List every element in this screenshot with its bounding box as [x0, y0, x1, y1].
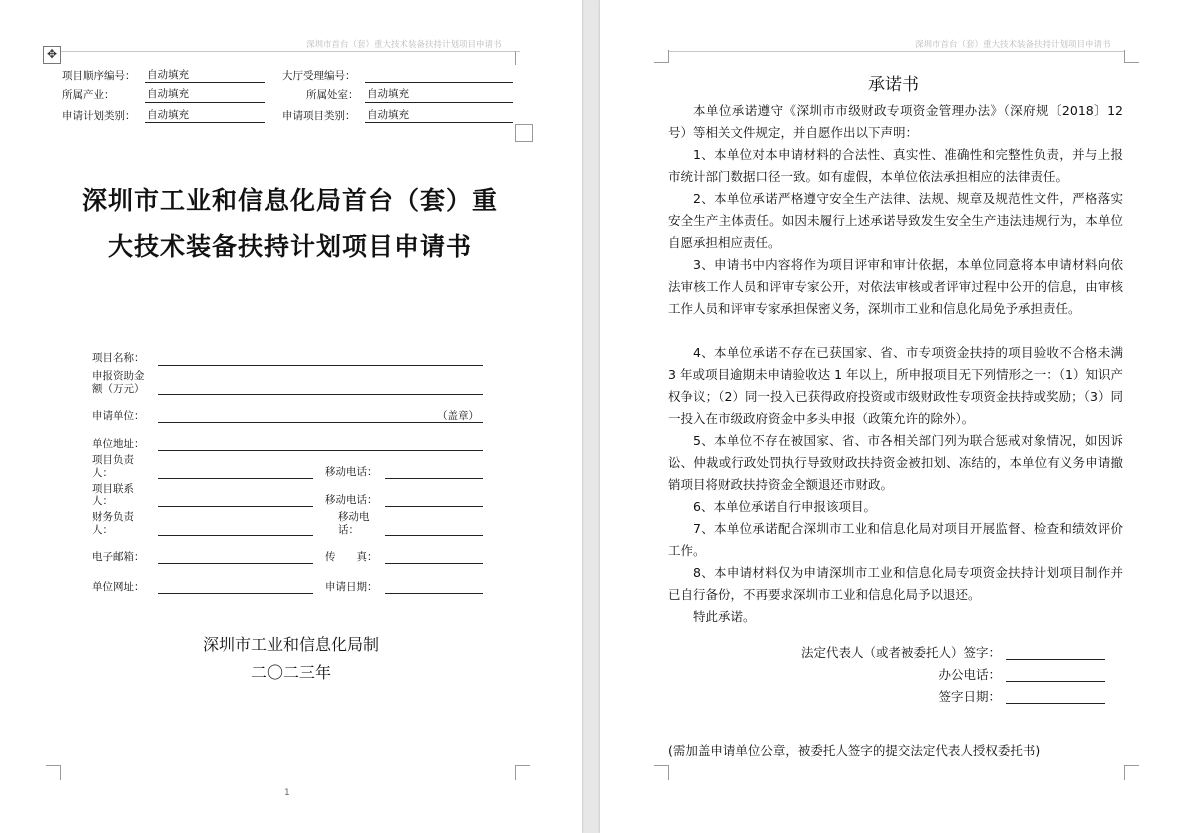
commitment-item-7: 7、本单位承诺配合深圳市工业和信息化局对项目开展监督、检查和绩效评价工作。: [668, 521, 1123, 558]
field-value-division[interactable]: 自动填充: [367, 88, 409, 100]
label-finance-lead-2: 人：: [92, 524, 113, 536]
label-finance-lead-1: 财务负责: [92, 511, 134, 523]
field-label-plan-type: 申请计划类别：: [62, 110, 136, 122]
input-website[interactable]: [158, 593, 313, 594]
label-funding-2: 额（万元）: [92, 383, 145, 395]
label-project-contact: 项目联系人：: [92, 483, 134, 507]
margin-corner: [1124, 765, 1139, 780]
field-label-project-type: 申请项目类别：: [282, 110, 356, 122]
margin-corner: [1124, 50, 1139, 63]
commitment-item-3: 3、申请书中内容将作为项目评审和审计依据，本单位同意将本申请材料向依法审核工作人员和评审专家公开，对依法审核或者评审过程中公开的信息，由审核工作人员和评审专家承担保密义务，深圳市工业和信息化局免予承担责任。: [668, 257, 1123, 316]
input-email[interactable]: [158, 563, 313, 564]
input-project-contact[interactable]: [158, 506, 313, 507]
field-value-serial[interactable]: 自动填充: [147, 69, 189, 81]
field-label-hall-no: 大厅受理编号：: [282, 70, 356, 82]
label-mobile: 移动电话：: [325, 466, 378, 478]
input-mobile-2[interactable]: [385, 506, 483, 507]
table-move-handle-icon[interactable]: ✥: [43, 46, 61, 64]
running-header: 深圳市首台（套）重大技术装备扶持计划项目申请书: [306, 40, 502, 50]
input-project-name[interactable]: [158, 365, 483, 366]
input-address[interactable]: [158, 450, 483, 451]
label-address: 单位地址：: [92, 438, 145, 450]
label-mobile-2: 移动电话：: [325, 494, 378, 506]
field-underline: [365, 122, 513, 123]
label-sign-date: 签字日期：: [938, 689, 1001, 704]
label-legal-rep-signature: 法定代表人（或者被委托人）签字：: [800, 645, 1001, 660]
label-office-phone: 办公电话：: [938, 667, 1001, 682]
input-fax[interactable]: [385, 563, 483, 564]
label-mobile-3b: 话：: [338, 524, 359, 536]
field-label-industry: 所属产业：: [62, 89, 115, 101]
margin-corner: [46, 765, 61, 780]
commitment-item-1: 1、本单位对本申请材料的合法性、真实性、准确性和完整性负责，并与上报市统计部门数据口径一致。如有虚假，本单位依法承担相应的法律责任。: [668, 147, 1123, 184]
input-project-lead[interactable]: [158, 478, 313, 479]
header-rule: [60, 51, 520, 52]
field-underline: [365, 102, 513, 103]
label-project-lead-1: 项目负责: [92, 454, 134, 466]
input-mobile-3[interactable]: [385, 535, 483, 536]
margin-corner: [515, 765, 530, 780]
margin-corner: [654, 50, 669, 63]
table-resize-handle-icon[interactable]: [515, 124, 533, 142]
label-project-name: 项目名称：: [92, 352, 145, 364]
issuer: 深圳市工业和信息化局制: [202, 635, 379, 654]
label-funding-1: 申报资助金: [92, 370, 145, 382]
seal-note: (需加盖申请单位公章，被委托人签字的提交法定代表人授权委托书): [668, 743, 1041, 758]
commitment-item-6: 6、本单位承诺自行申报该项目。: [693, 499, 876, 514]
input-signature[interactable]: [1006, 659, 1105, 660]
cover-page: [0, 0, 582, 833]
commitment-item-8: 8、本申请材料仅为申请深圳市工业和信息化局专项资金扶持计划项目制作并已自行备份，不再要求深圳市工业和信息化局予以退还。: [668, 565, 1123, 602]
field-value-project-type[interactable]: 自动填充: [367, 109, 409, 121]
margin-corner: [515, 51, 530, 65]
cover-title-line2: 大技术装备扶持计划项目申请书: [107, 232, 472, 261]
field-underline: [145, 102, 265, 103]
input-finance-lead[interactable]: [158, 535, 313, 536]
field-label-serial: 项目顺序编号：: [62, 70, 136, 82]
input-applicant[interactable]: [158, 422, 483, 423]
commitment-closing: 特此承诺。: [693, 609, 756, 624]
cover-title-line1: 深圳市工业和信息化局首台（套）重: [81, 186, 498, 215]
label-seal: （盖章）: [437, 410, 479, 422]
commitment-item-2: 2、本单位承诺严格遵守安全生产法律、法规、规章及规范性文件，严格落实安全生产主体责任。如因未履行上述承诺导致发生安全生产违法违规行为，本单位自愿承担相应责任。: [668, 191, 1123, 250]
label-applicant: 申请单位：: [92, 410, 145, 422]
field-underline: [365, 82, 513, 83]
label-apply-date: 申请日期：: [325, 581, 378, 593]
input-apply-date[interactable]: [385, 593, 483, 594]
commitment-item-5: 5、本单位不存在被国家、省、市各相关部门列为联合惩戒对象情况，如因诉讼、仲裁或行政处罚执行导致财政扶持资金被扣划、冻结的，本单位有义务申请撤销项目将财政扶持资金全额退还市财政。: [668, 433, 1123, 492]
label-mobile-3a: 移动电: [338, 511, 370, 523]
field-underline: [145, 82, 265, 83]
field-value-industry[interactable]: 自动填充: [147, 88, 189, 100]
commitment-item-4: 4、本单位承诺不存在已获国家、省、市专项资金扶持的项目验收不合格未满 3 年或项目逾期未申请验收达 1 年以上，所申报项目无下列情形之一：（1）知识产权争议；（2）同一投入已获得政府投资或市级财政性专项资金扶持或奖励；（3）同一投入在市级政府资金中多头申报（政策允许的除外）。: [668, 345, 1123, 426]
header-rule: [668, 51, 1124, 52]
label-project-lead-2: 人：: [92, 467, 113, 479]
field-underline: [145, 122, 265, 123]
label-fax: 传 真：: [325, 551, 378, 563]
field-label-division: 所属处室：: [306, 89, 359, 101]
field-value-plan-type[interactable]: 自动填充: [147, 109, 189, 121]
page-number: 1: [284, 788, 290, 798]
label-website: 单位网址：: [92, 581, 145, 593]
input-office-phone[interactable]: [1006, 681, 1105, 682]
issue-year: 二〇二三年: [250, 663, 331, 682]
input-mobile[interactable]: [385, 478, 483, 479]
running-header-2: 深圳市首台（套）重大技术装备扶持计划项目申请书: [915, 40, 1111, 50]
commitment-title: 承诺书: [868, 75, 919, 95]
commitment-intro: 本单位承诺遵守《深圳市市级财政专项资金管理办法》（深府规〔2018〕12 号）等相关文件规定，并自愿作出以下声明：: [668, 103, 1123, 140]
input-funding[interactable]: [158, 394, 483, 395]
label-email: 电子邮箱：: [92, 551, 145, 563]
input-sign-date[interactable]: [1006, 703, 1105, 704]
margin-corner: [654, 765, 669, 780]
